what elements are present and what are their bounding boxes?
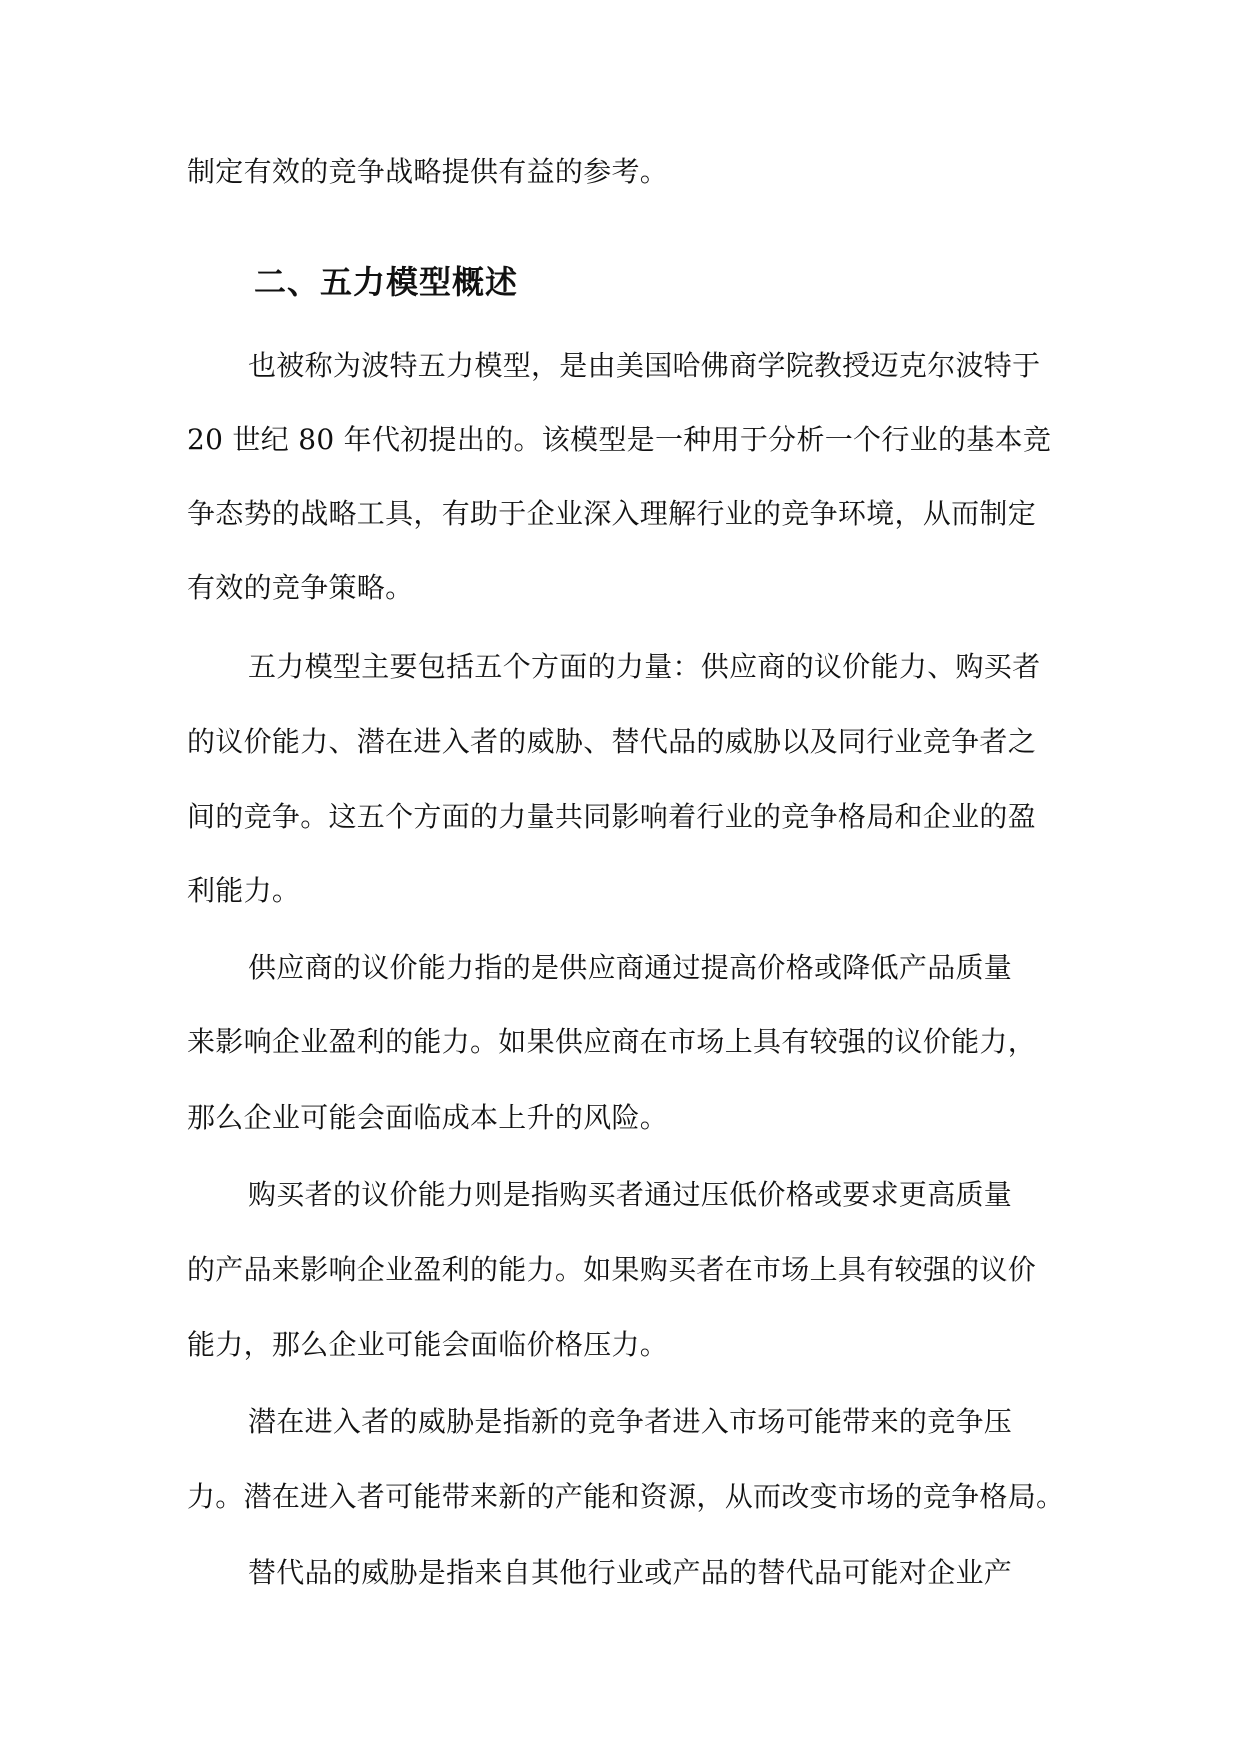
paragraph-2-line-1: 五力模型主要包括五个方面的力量：供应商的议价能力、购买者: [248, 650, 1041, 683]
paragraph-4-line-1: 购买者的议价能力则是指购买者通过压低价格或要求更高质量: [248, 1178, 1013, 1211]
paragraph-3-line-1: 供应商的议价能力指的是供应商通过提高价格或降低产品质量: [248, 951, 1013, 984]
paragraph-3-line-3: 那么企业可能会面临成本上升的风险。: [187, 1101, 669, 1134]
paragraph-3-line-2: 来影响企业盈利的能力。如果供应商在市场上具有较强的议价能力，: [187, 1025, 1037, 1058]
paragraph-5-line-1: 潜在进入者的威胁是指新的竞争者进入市场可能带来的竞争压: [248, 1405, 1013, 1438]
paragraph-5-line-2: 力。潜在进入者可能带来新的产能和资源，从而改变市场的竞争格局。: [187, 1480, 1065, 1513]
paragraph-1-line-4: 有效的竞争策略。: [187, 571, 414, 604]
section-heading: 二、五力模型概述: [254, 263, 519, 301]
paragraph-2-line-2: 的议价能力、潜在进入者的威胁、替代品的威胁以及同行业竞争者之: [187, 725, 1037, 758]
paragraph-1-line-3: 争态势的战略工具，有助于企业深入理解行业的竞争环境，从而制定: [187, 497, 1037, 530]
paragraph-2-line-3: 间的竞争。这五个方面的力量共同影响着行业的竞争格局和企业的盈: [187, 800, 1037, 833]
paragraph-1-line-1: 也被称为波特五力模型，是由美国哈佛商学院教授迈克尔波特于: [248, 349, 1041, 382]
paragraph-4-line-2: 的产品来影响企业盈利的能力。如果购买者在市场上具有较强的议价: [187, 1253, 1037, 1286]
paragraph-6-line-1: 替代品的威胁是指来自其他行业或产品的替代品可能对企业产: [248, 1556, 1013, 1589]
text-line-intro: 制定有效的竞争战略提供有益的参考。: [187, 155, 669, 188]
paragraph-4-line-3: 能力，那么企业可能会面临价格压力。: [187, 1328, 669, 1361]
paragraph-1-line-2: 20 世纪 80 年代初提出的。该模型是一种用于分析一个行业的基本竞: [187, 423, 1052, 456]
paragraph-2-line-4: 利能力。: [187, 874, 301, 907]
